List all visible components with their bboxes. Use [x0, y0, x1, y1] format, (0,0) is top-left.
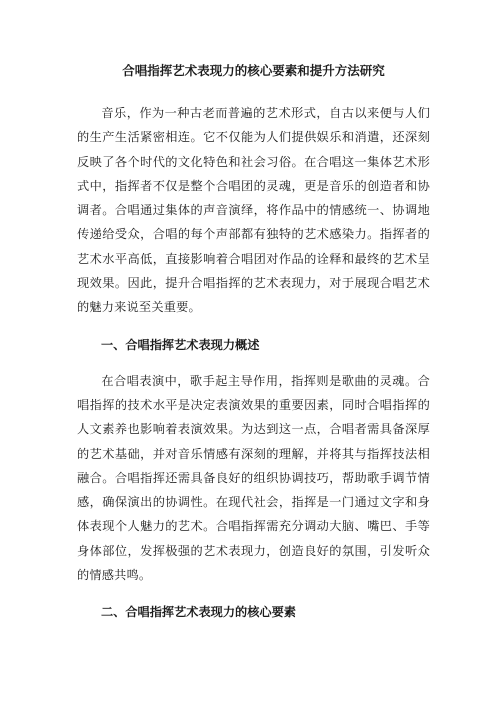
- document-title: 合唱指挥艺术表现力的核心要素和提升方法研究: [122, 63, 385, 78]
- section-heading-overview: 一、合唱指挥艺术表现力概述: [101, 337, 260, 352]
- overview-paragraph: 在合唱表演中，歌手起主导作用，指挥则是歌曲的灵魂。合唱指挥的技术水平是决定表演效果的重要因素，同时合唱指挥的人文素养也影响着表演效果。为达到这一点，合唱者需具备深厚的艺术基础，并对音乐情感有深刻的理解，并将其与指挥技法相融合。合唱指挥还需具备良好的组织协调技巧，帮助歌手调节情感，确保演出的协调性。在现代社会，指挥是一门通过文字和身体表现个人魅力的艺术。合唱指挥需充分调动大脑、嘴巴、手等身体部位，发挥极强的艺术表现力，创造良好的氛围，引发听众的情感共鸣。: [77, 373, 430, 583]
- section-heading-core-elements: 二、合唱指挥艺术表现力的核心要素: [101, 605, 296, 620]
- intro-paragraph: 音乐，作为一种古老而普遍的艺术形式，自古以来便与人们的生产生活紧密相连。它不仅能为人们提供娱乐和消遣，还深刻反映了各个时代的文化特色和社会习俗。在合唱这一集体艺术形式中，指挥者不仅是整个合唱团的灵魂，更是音乐的创造者和协调者。合唱通过集体的声音演绎，将作品中的情感统一、协调地传递给受众，合唱的每个声部都有独特的艺术感染力。指挥者的艺术水平高低，直接影响着合唱团对作品的诠释和最终的艺术呈现效果。因此，提升合唱指挥的艺术表现力，对于展现合唱艺术的魅力来说至关重要。: [77, 106, 430, 315]
